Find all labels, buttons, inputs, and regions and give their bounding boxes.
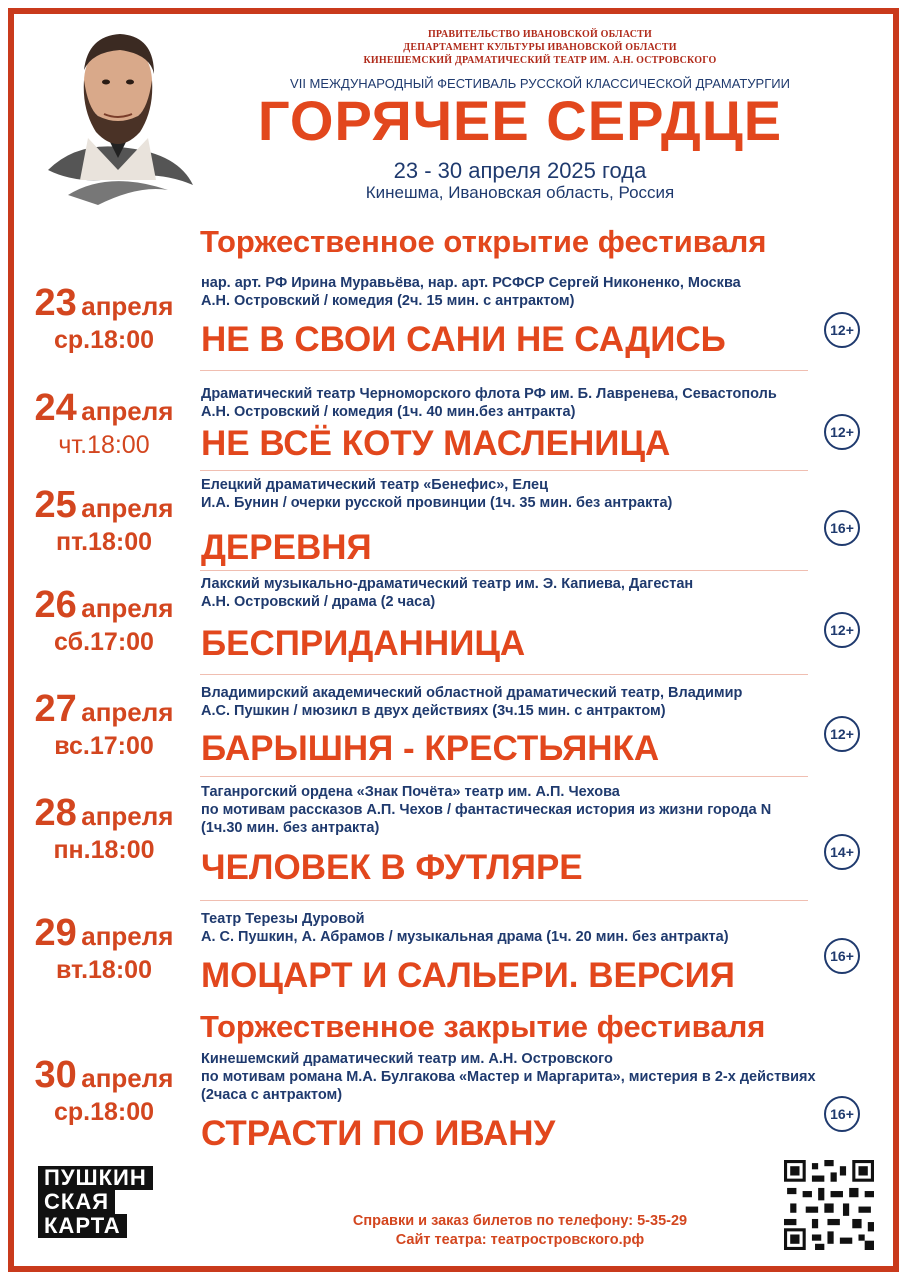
event-date-3 (20, 486, 188, 555)
event-details: А.С. Пушкин / мюзикл в двух действиях (3ч.15 мин. с антрактом) (201, 703, 666, 719)
event-details: А.Н. Островский / комедия (1ч. 40 мин.без антракта) (201, 404, 576, 420)
age-rating-badge: 12+ (824, 612, 860, 648)
event-day: 30 (34, 1054, 77, 1096)
event-info-6 (201, 783, 891, 837)
event-company: нар. арт. РФ Ирина Муравьёва, нар. арт. РСФСР Сергей Никоненко, Москва (201, 275, 741, 291)
event-month: апреля (81, 291, 174, 321)
event-time: пт.18:00 (55, 528, 153, 556)
event-month: апреля (81, 593, 174, 623)
event-duration: (2часа с антрактом) (201, 1087, 343, 1103)
logo-line: КАРТА (38, 1214, 127, 1238)
divider (200, 570, 808, 571)
event-title-1: НЕ В СВОИ САНИ НЕ САДИСЬ (201, 320, 726, 359)
event-month: апреля (81, 921, 174, 951)
event-company: Кинешемский драматический театр им. А.Н. Островского (201, 1051, 613, 1067)
event-company: Владимирский академический областной драматический театр, Владимир (201, 685, 743, 701)
event-date-8 (20, 1056, 188, 1125)
event-day: 23 (34, 282, 77, 324)
divider (200, 776, 808, 777)
opening-ceremony: Торжественное открытие фестиваля (200, 224, 767, 259)
logo-line: СКАЯ (38, 1190, 115, 1214)
event-time: чт.18:00 (58, 431, 150, 459)
event-info-1 (201, 274, 891, 310)
event-title-2: НЕ ВСЁ КОТУ МАСЛЕНИЦА (201, 424, 671, 463)
age-rating-badge: 14+ (824, 834, 860, 870)
event-time: сб.17:00 (54, 628, 154, 656)
event-details: по мотивам романа М.А. Булгакова «Мастер и Маргарита», мистерия в 2-х действиях (201, 1069, 816, 1085)
org-line-2: ДЕПАРТАМЕНТ КУЛЬТУРЫ ИВАНОВСКОЙ ОБЛАСТИ (403, 42, 677, 53)
event-info-8 (201, 1050, 891, 1104)
event-info-7 (201, 910, 891, 946)
org-line-3: КИНЕШЕМСКИЙ ДРАМАТИЧЕСКИЙ ТЕАТР ИМ. А.Н. ОСТРОВСКОГО (363, 55, 717, 66)
age-rating-badge: 12+ (824, 716, 860, 752)
ostrovsky-portrait-icon (38, 20, 198, 216)
event-month: апреля (81, 801, 174, 831)
event-details: по мотивам рассказов А.П. Чехов / фантастическая история из жизни города N (201, 802, 772, 818)
age-rating-badge: 16+ (824, 510, 860, 546)
divider (200, 370, 808, 371)
event-company: Театр Терезы Дуровой (201, 911, 365, 927)
event-day: 24 (34, 387, 77, 429)
festival-title: ГОРЯЧЕЕ СЕРДЦЕ (257, 89, 783, 152)
event-day: 26 (34, 584, 77, 626)
divider (200, 674, 808, 675)
event-details: А. С. Пушкин, А. Абрамов / музыкальная драма (1ч. 20 мин. без антракта) (201, 929, 729, 945)
event-date-1 (20, 284, 188, 353)
event-info-2 (201, 385, 891, 421)
event-company: Елецкий драматический театр «Бенефис», Елец (201, 477, 549, 493)
event-company: Таганрогский ордена «Знак Почёта» театр им. А.П. Чехова (201, 784, 620, 800)
event-date-4 (20, 586, 188, 655)
logo-line: ПУШКИН (38, 1166, 153, 1190)
divider (200, 900, 808, 901)
event-date-6 (20, 794, 188, 863)
event-date-5 (20, 690, 188, 759)
website-link[interactable]: Сайт театра: театростровского.рф (395, 1232, 645, 1248)
festival-place: Кинешма, Ивановская область, Россия (365, 183, 675, 202)
event-company: Лакский музыкально-драматический театр им. Э. Капиева, Дагестан (201, 576, 694, 592)
age-rating-badge: 16+ (824, 1096, 860, 1132)
org-line-1: ПРАВИТЕЛЬСТВО ИВАНОВСКОЙ ОБЛАСТИ (427, 29, 653, 40)
age-rating-badge: 12+ (824, 312, 860, 348)
event-day: 25 (34, 484, 77, 526)
event-time: ср.18:00 (53, 326, 155, 354)
event-info-5 (201, 684, 891, 720)
event-details: А.Н. Островский / комедия (2ч. 15 мин. с антрактом) (201, 293, 575, 309)
pushkin-card-logo (38, 1166, 242, 1238)
event-title-5: БАРЫШНЯ - КРЕСТЬЯНКА (201, 729, 660, 768)
event-title-3: ДЕРЕВНЯ (201, 528, 372, 567)
age-rating-badge: 12+ (824, 414, 860, 450)
event-details: А.Н. Островский / драма (2 часа) (201, 594, 436, 610)
event-day: 29 (34, 912, 77, 954)
divider (200, 470, 808, 471)
event-details: И.А. Бунин / очерки русской провинции (1ч. 35 мин. без антракта) (201, 495, 673, 511)
event-title-4: БЕСПРИДАННИЦА (201, 624, 526, 663)
festival-name: VII МЕЖДУНАРОДНЫЙ ФЕСТИВАЛЬ РУССКОЙ КЛАССИЧЕСКОЙ ДРАМАТУРГИИ (290, 76, 790, 91)
event-title-7: МОЦАРТ И САЛЬЕРИ. ВЕРСИЯ (201, 956, 735, 995)
event-title-8: СТРАСТИ ПО ИВАНУ (201, 1114, 556, 1153)
event-duration: (1ч.30 мин. без антракта) (201, 820, 380, 836)
event-month: апреля (81, 396, 174, 426)
event-time: ср.18:00 (53, 1098, 155, 1126)
event-month: апреля (81, 1063, 174, 1093)
event-time: вс.17:00 (54, 732, 154, 760)
event-title-6: ЧЕЛОВЕК В ФУТЛЯРЕ (201, 848, 583, 887)
event-time: пн.18:00 (53, 836, 155, 864)
event-time: вт.18:00 (56, 956, 152, 984)
qr-code-icon[interactable] (784, 1160, 874, 1250)
event-month: апреля (81, 493, 174, 523)
event-info-4 (201, 575, 891, 611)
event-month: апреля (81, 697, 174, 727)
phone-info: Справки и заказ билетов по телефону: 5-35-29 (352, 1213, 688, 1229)
event-day: 27 (34, 688, 77, 730)
event-info-3 (201, 476, 891, 512)
event-day: 28 (34, 792, 77, 834)
festival-dates: 23 - 30 апреля 2025 года (393, 158, 647, 183)
event-date-7 (20, 914, 188, 983)
event-company: Драматический театр Черноморского флота РФ им. Б. Лавренева, Севастополь (201, 386, 777, 402)
closing-ceremony: Торжественное закрытие фестиваля (200, 1009, 766, 1044)
age-rating-badge: 16+ (824, 938, 860, 974)
event-date-2 (20, 389, 188, 458)
